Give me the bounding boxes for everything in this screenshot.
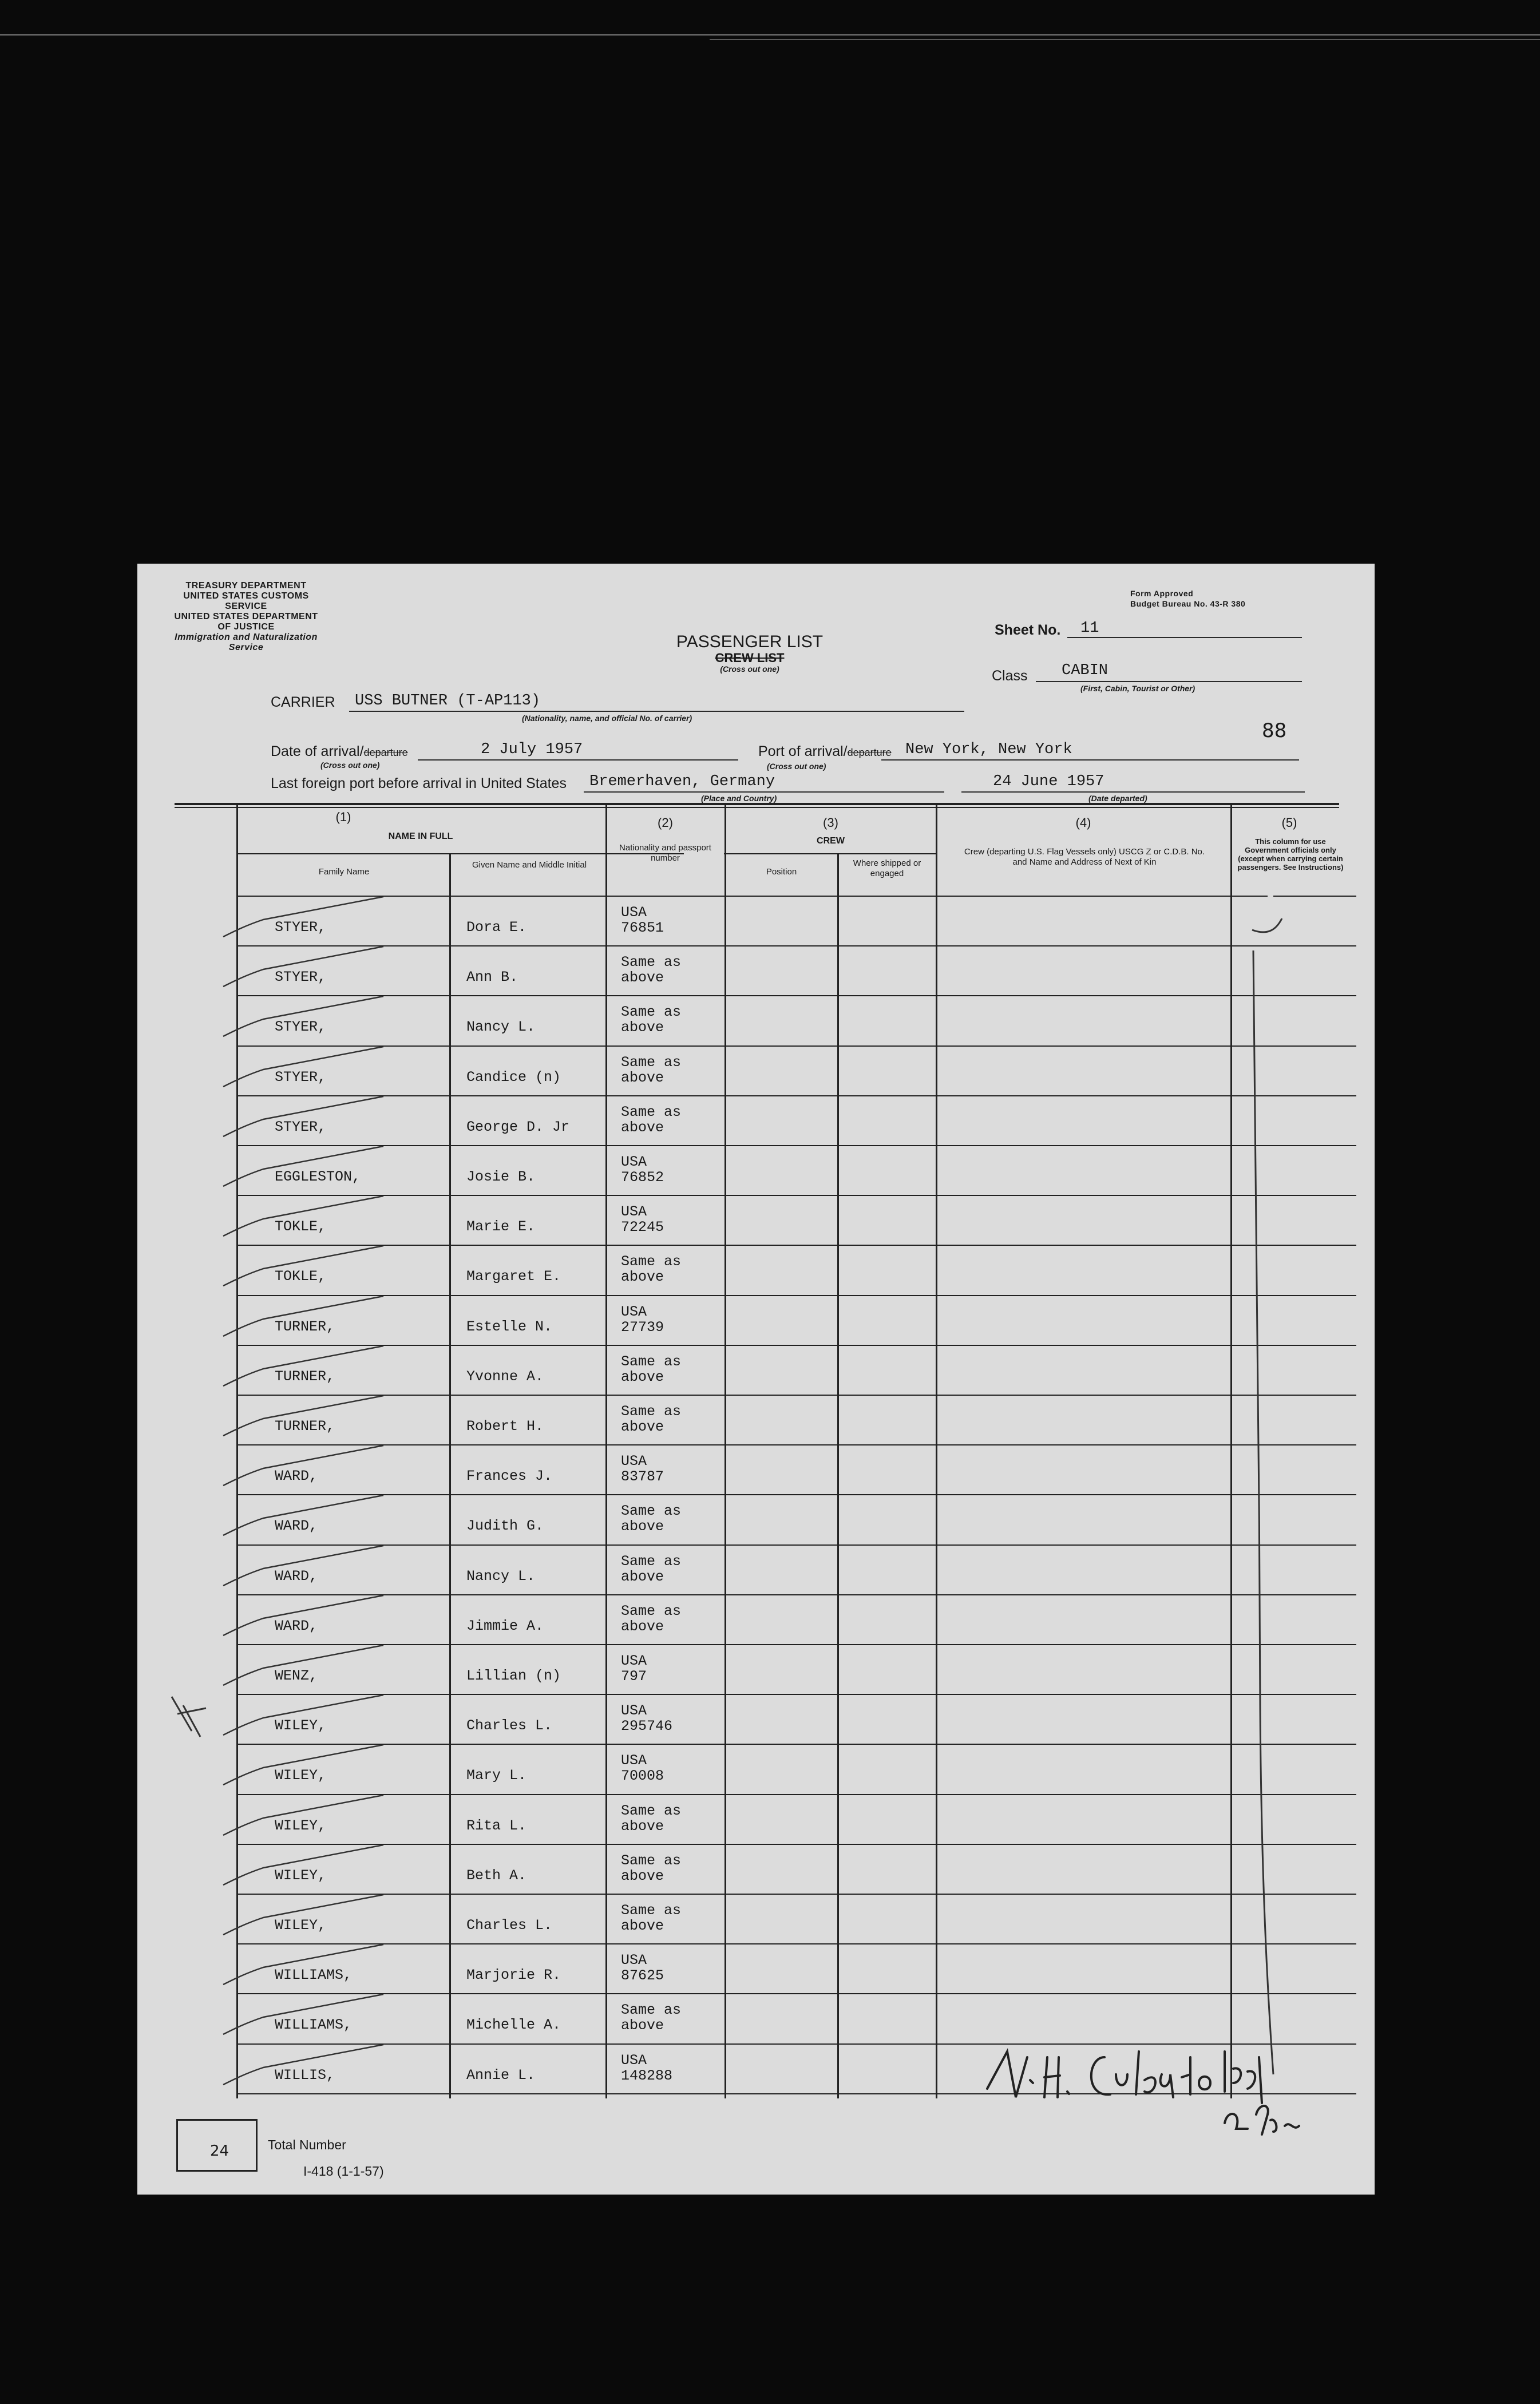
family-name: TOKLE, [275,1218,327,1235]
passport-number: above [621,2017,664,2034]
nationality: Same as [621,1602,682,1619]
nationality: USA [621,1952,647,1969]
column-number: (3) [823,815,838,830]
given-name: Charles L. [466,1717,553,1734]
column-title: Crew (departing U.S. Flag Vessels only) USCG Z or C.D.B. No. and Name and Address of Next of Kin [964,847,1205,867]
family-name: WILLIAMS, [275,2017,353,2034]
column-title: NAME IN FULL [388,831,453,841]
class-value: CABIN [1062,662,1109,679]
agency-line: TREASURY DEPARTMENT [185,581,307,591]
passport-number: 72245 [621,1219,664,1236]
column-subtitle: Where shipped or engaged [853,858,921,878]
inspector-signature [973,2034,1328,2149]
nationality: Same as [621,1403,682,1420]
given-name: Ann B. [466,969,518,986]
page-number: 88 [1262,719,1287,742]
passport-number: 76851 [621,920,664,936]
passport-number: 148288 [621,2067,673,2084]
given-name: Frances J. [466,1468,553,1485]
nationality: Same as [621,2002,682,2019]
given-name: Jimmie A. [466,1617,544,1634]
caption: (Cross out one) [767,762,826,771]
nationality: Same as [621,1054,682,1071]
film-edge-line [710,39,1540,40]
nationality: Same as [621,1852,682,1869]
passport-number: above [621,1069,664,1086]
family-name: WILEY, [275,1867,327,1884]
film-edge-line [0,34,1540,35]
given-name: Josie B. [466,1169,536,1185]
agency-line: Immigration and Naturalization Service [175,632,318,652]
column-number: (2) [658,815,673,830]
nationality: USA [621,904,647,921]
agency-line: UNITED STATES DEPARTMENT OF JUSTICE [174,612,318,632]
nationality: USA [621,1453,647,1470]
port-value: New York, New York [905,741,1072,758]
nationality: Same as [621,1552,682,1570]
family-name: WENZ, [275,1668,318,1684]
nationality: USA [621,1203,647,1221]
family-name: STYER, [275,1068,327,1086]
lastport-value: Bremerhaven, Germany [589,773,775,790]
departed-value: 24 June 1957 [993,773,1104,790]
family-name: WARD, [275,1518,318,1535]
family-name: TURNER, [275,1318,335,1335]
family-name: WILEY, [275,1817,327,1834]
passport-number: above [621,1368,664,1385]
nationality: USA [621,1702,647,1720]
caption: (Cross out one) [320,761,380,770]
family-name: WILEY, [275,1917,327,1934]
nationality: USA [621,1154,647,1170]
date-label-text: Date of arrival/ [271,743,364,759]
family-name: TURNER, [275,1368,335,1385]
passenger-list-form [137,564,1375,2195]
given-name: Charles L. [466,1917,553,1934]
date-label-crossed: departure [363,747,408,758]
column-title: This column for use Government officials only (except when carrying certain passengers. See Instructions) [1237,837,1344,872]
given-name: Robert H. [466,1418,544,1435]
nationality: USA [621,1303,647,1320]
form-number: I-418 (1-1-57) [303,2164,384,2179]
caption: (Cross out one) [720,664,779,674]
passport-number: 83787 [621,1468,664,1486]
passport-number: above [621,1618,664,1635]
caption: (Date departed) [1088,794,1147,803]
nationality: Same as [621,1353,682,1370]
family-name: TURNER, [275,1418,335,1435]
carrier-label: CARRIER [271,694,335,710]
column-number: (5) [1281,815,1297,830]
nationality: USA [621,2051,647,2069]
given-name: Mary L. [466,1767,527,1784]
form-title-crossed: CREW LIST [715,651,785,665]
given-name: Beth A. [466,1867,527,1884]
total-box [176,2119,258,2172]
port-label-crossed: departure [847,747,892,758]
column-subtitle: Given Name and Middle Initial [472,860,587,870]
total-value: 24 [210,2142,229,2160]
family-name: STYER, [275,969,327,986]
family-name: STYER, [275,1118,327,1135]
given-name: Marie E. [466,1218,536,1235]
check-line-icon [1253,950,1273,2074]
nationality: USA [621,1653,647,1669]
family-name: STYER, [275,1019,327,1036]
annotation-layer [137,564,1375,2195]
passport-number: 797 [621,1668,647,1685]
passport-number: above [621,1019,664,1036]
family-name: EGGLESTON, [275,1169,361,1185]
form-title: PASSENGER LIST [676,632,824,651]
nationality: Same as [621,1004,682,1021]
passport-number: above [621,1568,664,1585]
approval-line: Budget Bureau No. 43-R 380 [1130,599,1246,608]
passport-number: above [621,1119,664,1136]
approval-line: Form Approved [1130,589,1194,598]
family-name: TOKLE, [275,1268,327,1285]
given-name: Lillian (n) [466,1668,561,1684]
given-name: Dora E. [466,919,527,936]
family-name: STYER, [275,919,327,936]
given-name: Nancy L. [466,1567,536,1585]
family-name: WILLIAMS, [275,1967,353,1984]
passport-number: 76852 [621,1169,664,1186]
given-name: Candice (n) [466,1068,561,1086]
caption: (First, Cabin, Tourist or Other) [1080,684,1195,693]
check-mark-icon [1252,918,1282,932]
passport-number: 87625 [621,1967,664,1985]
passport-number: 70008 [621,1768,664,1785]
nationality: Same as [621,1103,682,1120]
given-name: Annie L. [466,2066,536,2084]
column-subtitle: Family Name [318,867,370,877]
total-label: Total Number [268,2137,346,2152]
column-number: (4) [1075,815,1091,830]
family-name: WILEY, [275,1767,327,1784]
given-name: Yvonne A. [466,1368,544,1385]
nationality: Same as [621,1503,682,1520]
sheet-number: 11 [1080,620,1099,637]
passport-number: above [621,1269,664,1286]
given-name: George D. Jr [466,1118,570,1135]
passport-number: above [621,969,664,987]
class-label: Class [992,668,1028,684]
nationality: Same as [621,1902,682,1919]
nationality: Same as [621,1802,682,1819]
caption: (Place and Country) [701,794,777,803]
caption: (Nationality, name, and official No. of carrier) [522,714,692,723]
family-name: WILLIS, [275,2066,335,2084]
margin-mark-icon [172,1697,206,1737]
given-name: Margaret E. [466,1268,561,1285]
passport-number: above [621,1518,664,1535]
port-label-text: Port of arrival/ [758,743,848,759]
given-name: Nancy L. [466,1019,536,1036]
passport-number: above [621,1867,664,1884]
family-name: WARD, [275,1468,318,1485]
given-name: Estelle N. [466,1318,553,1335]
lastport-label: Last foreign port before arrival in United States [271,775,567,791]
sheet-label: Sheet No. [995,622,1061,638]
nationality: USA [621,1752,647,1769]
passport-number: 27739 [621,1318,664,1336]
nationality: Same as [621,1253,682,1270]
given-name: Marjorie R. [466,1967,561,1984]
passport-number: above [621,1817,664,1835]
given-name: Judith G. [466,1518,544,1535]
column-title: Nationality and passport number [619,843,711,863]
passport-number: above [621,1419,664,1435]
passport-number: above [621,1918,664,1934]
column-number: (1) [335,810,351,824]
agency-line: UNITED STATES CUSTOMS SERVICE [183,591,309,611]
passport-number: 295746 [621,1718,673,1735]
given-name: Michelle A. [466,2017,561,2034]
date-value: 2 July 1957 [481,741,583,758]
column-subtitle: Position [766,867,797,877]
column-title: CREW [817,836,845,846]
family-name: WARD, [275,1567,318,1585]
given-name: Rita L. [466,1817,527,1834]
carrier-value: USS BUTNER (T-AP113) [355,692,541,710]
nationality: Same as [621,954,682,971]
family-name: WILEY, [275,1717,327,1734]
family-name: WARD, [275,1617,318,1634]
